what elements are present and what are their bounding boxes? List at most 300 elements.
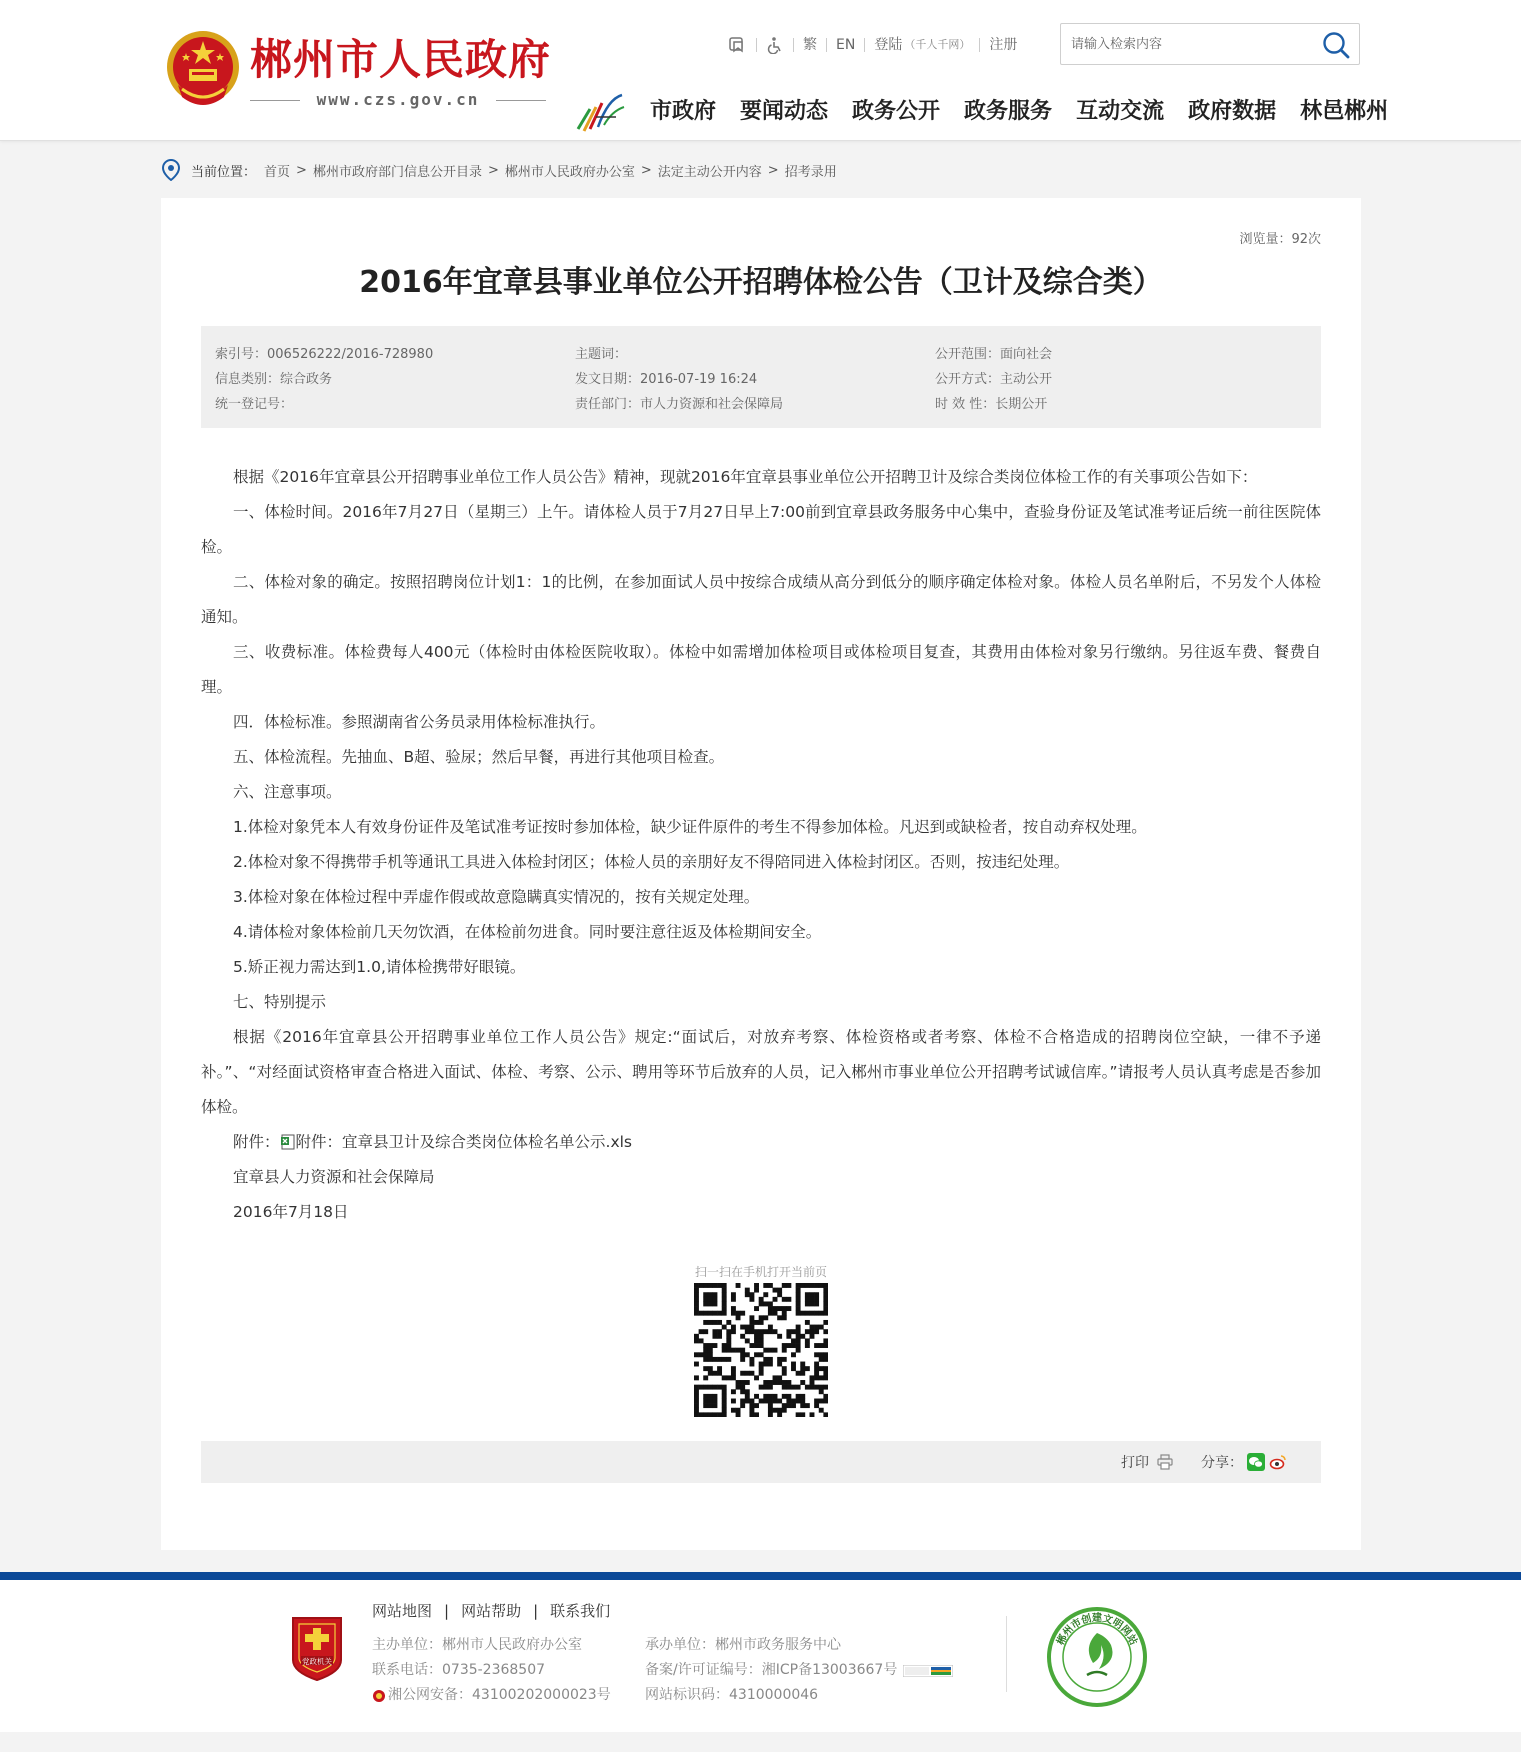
- qr-module: [708, 1343, 713, 1348]
- qr-module: [694, 1394, 699, 1399]
- qr-module: [800, 1412, 805, 1417]
- qr-module: [708, 1403, 713, 1408]
- qr-module: [810, 1412, 815, 1417]
- qr-module: [736, 1311, 741, 1316]
- qr-module: [717, 1329, 722, 1334]
- nav-item-interaction[interactable]: 互动交流: [1076, 99, 1165, 124]
- qr-module: [703, 1283, 708, 1288]
- footer-phone: 联系电话：0735-2368507: [372, 1662, 546, 1678]
- qr-module: [694, 1375, 699, 1380]
- qr-module: [694, 1297, 699, 1302]
- qr-module: [796, 1399, 801, 1404]
- qr-module: [759, 1301, 764, 1306]
- qr-module: [694, 1399, 699, 1404]
- qr-module: [736, 1348, 741, 1353]
- qr-module: [800, 1283, 805, 1288]
- icp-text: 备案/许可证编号：湘ICP备13003667号: [645, 1662, 898, 1678]
- qr-module: [722, 1403, 727, 1408]
- qr-module: [749, 1408, 754, 1413]
- qr-module: [782, 1371, 787, 1376]
- qr-module: [796, 1412, 801, 1417]
- qr-module: [745, 1394, 750, 1399]
- qr-module: [722, 1283, 727, 1288]
- qr-module: [810, 1329, 815, 1334]
- search-icon[interactable]: [1321, 30, 1351, 60]
- qr-module: [786, 1394, 791, 1399]
- meta-keywords: 主题词：: [575, 347, 628, 362]
- qr-module: [708, 1366, 713, 1371]
- qr-module: [773, 1288, 778, 1293]
- qr-module: [749, 1357, 754, 1362]
- footer-organizer: 主办单位：郴州市人民政府办公室: [372, 1637, 582, 1653]
- qr-module: [722, 1297, 727, 1302]
- attachment-row: [201, 1125, 1321, 1160]
- article-card: [161, 198, 1361, 1550]
- traditional-chinese-link[interactable]: 繁: [803, 37, 817, 53]
- footer-link-sitemap[interactable]: 网站地图: [372, 1602, 433, 1620]
- paragraph: 3.体检对象在体检过程中弄虚作假或故意隐瞒真实情况的，按有关规定处理。: [233, 888, 760, 906]
- qr-module: [717, 1311, 722, 1316]
- qr-module: [805, 1343, 810, 1348]
- qr-module: [796, 1334, 801, 1339]
- qr-module: [717, 1366, 722, 1371]
- paragraph: 根据《2016年宜章县公开招聘事业单位工作人员公告》精神，现就2016年宜章县事业单位公开招聘卫计及综合类岗位体检工作的有关事项公告如下：: [233, 468, 1258, 486]
- qr-module: [810, 1385, 815, 1390]
- qr-module: [722, 1301, 727, 1306]
- qr-module: [805, 1297, 810, 1302]
- qr-module: [814, 1297, 819, 1302]
- meta-column: [575, 342, 783, 417]
- weibo-icon[interactable]: [1269, 1453, 1287, 1471]
- qr-module: [712, 1343, 717, 1348]
- qr-module: [823, 1311, 828, 1316]
- qr-module: [786, 1385, 791, 1390]
- qr-module: [768, 1301, 773, 1306]
- qr-module: [736, 1412, 741, 1417]
- qr-module: [823, 1306, 828, 1311]
- national-emblem-icon[interactable]: [164, 27, 242, 111]
- meta-scope: 公开范围：面向社会: [935, 347, 1053, 362]
- qr-module: [722, 1357, 727, 1362]
- qr-module: [814, 1325, 819, 1330]
- meta-issue-date: 发文日期：2016-07-19 16:24: [575, 372, 758, 387]
- qr-module: [745, 1325, 750, 1330]
- qr-module: [800, 1394, 805, 1399]
- qr-module: [708, 1371, 713, 1376]
- qr-module: [773, 1297, 778, 1302]
- qr-module: [694, 1352, 699, 1357]
- qr-module: [749, 1315, 754, 1320]
- meta-method: 公开方式：主动公开: [935, 372, 1053, 387]
- breadcrumb-separator: >: [640, 162, 652, 178]
- qr-module: [708, 1394, 713, 1399]
- qr-module: [777, 1399, 782, 1404]
- qr-module: [749, 1329, 754, 1334]
- qr-module: [722, 1394, 727, 1399]
- qr-module: [791, 1403, 796, 1408]
- qr-module: [703, 1403, 708, 1408]
- qr-module: [699, 1283, 704, 1288]
- qr-module: [786, 1329, 791, 1334]
- qr-module: [731, 1292, 736, 1297]
- qr-module: [786, 1334, 791, 1339]
- qr-module: [791, 1399, 796, 1404]
- qr-module: [763, 1385, 768, 1390]
- qr-module: [786, 1297, 791, 1302]
- qr-module: [763, 1357, 768, 1362]
- qr-caption: 扫一扫在手机打开当前页: [694, 1265, 827, 1279]
- search-box: [1060, 23, 1360, 65]
- qr-module: [768, 1311, 773, 1316]
- qr-module: [796, 1329, 801, 1334]
- meta-column: [215, 342, 433, 417]
- qr-module: [694, 1306, 699, 1311]
- qr-module: [712, 1394, 717, 1399]
- site-title[interactable]: 郴州市人民政府: [250, 35, 552, 84]
- nav-item-linyi-chenzhou[interactable]: 林邑郴州: [1300, 99, 1389, 124]
- qr-module: [800, 1371, 805, 1376]
- qr-module: [800, 1380, 805, 1385]
- qr-module: [740, 1371, 745, 1376]
- qr-module: [777, 1357, 782, 1362]
- paragraph: 二、体检对象的确定。按照招聘岗位计划1：1的比例，在参加面试人员中按综合成绩从高分到低分的顺序确定体检对象。体检人员名单附后，不另发个人体检通知。: [201, 573, 1321, 626]
- breadcrumb-item[interactable]: 郴州市政府部门信息公开目录: [312, 164, 482, 180]
- qr-module: [754, 1288, 759, 1293]
- nav-item-city-government[interactable]: 市政府: [650, 99, 717, 124]
- qr-module: [740, 1385, 745, 1390]
- qr-module: [823, 1412, 828, 1417]
- qr-module: [694, 1283, 699, 1288]
- qr-module: [814, 1385, 819, 1390]
- qr-module: [796, 1385, 801, 1390]
- qr-module: [819, 1385, 824, 1390]
- site-footer: [0, 1580, 1521, 1732]
- document-meta-panel: [201, 326, 1321, 428]
- qr-module: [763, 1380, 768, 1385]
- qr-module: [740, 1334, 745, 1339]
- qr-module: [768, 1329, 773, 1334]
- paragraph: 三、收费标准。体检费每人400元（体检时由体检医院收取）。体检中如需增加体检项目或体检项目复查，其费用由体检对象另行缴纳。另往返车费、餐费自理。: [201, 643, 1321, 696]
- qr-module: [800, 1366, 805, 1371]
- qr-module: [773, 1306, 778, 1311]
- qr-module: [694, 1362, 699, 1367]
- search-input[interactable]: [1071, 24, 1311, 64]
- breadcrumb-item[interactable]: 招考录用: [784, 164, 837, 180]
- qr-module: [819, 1389, 824, 1394]
- qr-module: [726, 1343, 731, 1348]
- qr-module: [796, 1348, 801, 1353]
- qr-module: [782, 1385, 787, 1390]
- qr-module: [731, 1306, 736, 1311]
- qr-module: [754, 1306, 759, 1311]
- qr-module: [699, 1385, 704, 1390]
- accessibility-icon: [766, 36, 784, 54]
- qr-module: [823, 1338, 828, 1343]
- breadcrumb-item[interactable]: 法定主动公开内容: [657, 164, 762, 180]
- qr-module: [763, 1315, 768, 1320]
- footer-link-help[interactable]: 网站帮助: [461, 1602, 522, 1620]
- xls-file-icon: [280, 1134, 296, 1150]
- qr-module: [814, 1329, 819, 1334]
- nav-item-gov-disclosure[interactable]: 政务公开: [852, 99, 941, 124]
- qr-module: [712, 1412, 717, 1417]
- qr-module: [763, 1329, 768, 1334]
- qr-module: [759, 1385, 764, 1390]
- register-link[interactable]: 注册: [989, 37, 1018, 53]
- qr-module: [754, 1352, 759, 1357]
- breadcrumb-item[interactable]: 郴州市人民政府办公室: [504, 164, 635, 180]
- qr-module: [699, 1352, 704, 1357]
- meta-column: [935, 342, 1052, 417]
- print-button[interactable]: [1121, 1441, 1173, 1483]
- footer-accent-line: [0, 1572, 1521, 1580]
- qr-module: [703, 1292, 708, 1297]
- qr-module: [745, 1329, 750, 1334]
- qr-module: [731, 1408, 736, 1413]
- qr-module: [703, 1394, 708, 1399]
- qr-module: [805, 1366, 810, 1371]
- qr-module: [823, 1283, 828, 1288]
- qr-module: [759, 1320, 764, 1325]
- main-nav: [650, 94, 1388, 130]
- qr-module: [796, 1311, 801, 1316]
- qr-module: [722, 1412, 727, 1417]
- qr-module: [823, 1394, 828, 1399]
- qr-module: [819, 1375, 824, 1380]
- qr-module: [791, 1343, 796, 1348]
- qr-module: [759, 1329, 764, 1334]
- article-body: [201, 460, 1321, 1230]
- qr-module: [773, 1348, 778, 1353]
- qr-module: [731, 1325, 736, 1330]
- qr-module: [814, 1352, 819, 1357]
- qr-module: [819, 1283, 824, 1288]
- qr-module: [800, 1403, 805, 1408]
- qr-module: [777, 1412, 782, 1417]
- divider: [496, 100, 546, 101]
- qr-code-icon: [694, 1283, 828, 1417]
- qr-module: [749, 1362, 754, 1367]
- qr-module: [708, 1283, 713, 1288]
- qr-module: [749, 1412, 754, 1417]
- qr-module: [731, 1311, 736, 1316]
- qr-module: [712, 1283, 717, 1288]
- qr-module: [782, 1297, 787, 1302]
- linyi-chenzhou-logo-icon: [574, 89, 628, 135]
- print-icon: [1157, 1454, 1173, 1470]
- qr-module: [823, 1385, 828, 1390]
- qr-module: [736, 1283, 741, 1288]
- accessibility-button[interactable]: [757, 37, 793, 53]
- qr-module: [782, 1306, 787, 1311]
- qr-module: [731, 1297, 736, 1302]
- qr-module: [731, 1371, 736, 1376]
- qr-module: [819, 1352, 824, 1357]
- qr-module: [773, 1329, 778, 1334]
- attachment-link[interactable]: 附件：宜章县卫计及综合类岗位体检名单公示.xls: [295, 1133, 632, 1151]
- qr-module: [796, 1394, 801, 1399]
- qr-module: [726, 1320, 731, 1325]
- qr-module: [796, 1297, 801, 1302]
- qr-module: [731, 1366, 736, 1371]
- qr-module: [805, 1385, 810, 1390]
- qr-module: [726, 1357, 731, 1362]
- qr-module: [722, 1385, 727, 1390]
- qr-module: [777, 1375, 782, 1380]
- footer-info-right: [645, 1633, 953, 1708]
- qr-module: [777, 1408, 782, 1413]
- qr-module: [805, 1292, 810, 1297]
- qr-module: [763, 1292, 768, 1297]
- paragraph: 5.矫正视力需达到1.0,请体检携带好眼镜。: [233, 958, 526, 976]
- qr-module: [699, 1311, 704, 1316]
- qr-module: [740, 1348, 745, 1353]
- qr-module: [814, 1399, 819, 1404]
- qr-module: [749, 1403, 754, 1408]
- qr-module: [768, 1348, 773, 1353]
- qr-module: [740, 1325, 745, 1330]
- qr-module: [745, 1380, 750, 1385]
- qr-module: [810, 1380, 815, 1385]
- qr-module: [768, 1283, 773, 1288]
- qr-module: [726, 1329, 731, 1334]
- qr-module: [796, 1371, 801, 1376]
- qr-module: [782, 1394, 787, 1399]
- cnzz-badge-icon[interactable]: [903, 1665, 953, 1677]
- signature-org: 宜章县人力资源和社会保障局: [233, 1168, 435, 1186]
- qr-module: [722, 1343, 727, 1348]
- qr-module: [712, 1385, 717, 1390]
- qr-module: [754, 1329, 759, 1334]
- party-gov-badge-icon[interactable]: [289, 1616, 345, 1682]
- qr-module: [782, 1403, 787, 1408]
- share-bar: [201, 1441, 1321, 1483]
- qr-module: [745, 1292, 750, 1297]
- qr-module: [777, 1292, 782, 1297]
- qr-module: [805, 1403, 810, 1408]
- qr-module: [763, 1348, 768, 1353]
- login-link[interactable]: [865, 37, 979, 53]
- qr-module: [823, 1301, 828, 1306]
- breadcrumb-label: 当前位置：: [191, 164, 257, 180]
- qr-module: [810, 1334, 815, 1339]
- paragraph: 根据《2016年宜章县公开招聘事业单位工作人员公告》规定:“面试后，对放弃考察、体检资格或者考察、体检不合格造成的招聘岗位空缺，一律不予递补。”、“对经面试资格审查合格进入面试、体检、考察、公示、聘用等环节后放弃的人员，记入郴州市事业单位公开招聘考试诚信库。”请报考人员认真考虑是否参加体检。: [201, 1028, 1321, 1116]
- nav-item-gov-data[interactable]: 政府数据: [1188, 99, 1277, 124]
- qr-module: [708, 1311, 713, 1316]
- qr-module: [694, 1385, 699, 1390]
- qr-module: [717, 1320, 722, 1325]
- footer-site-code: 网站标识码：4310000046: [645, 1687, 819, 1703]
- qr-module: [768, 1357, 773, 1362]
- qr-module: [796, 1301, 801, 1306]
- qr-module: [823, 1399, 828, 1404]
- qr-module: [703, 1311, 708, 1316]
- view-count: 浏览量：92次: [1239, 232, 1321, 247]
- paragraph: 一、体检时间。2016年7月27日（星期三）上午。请体检人员于7月27日早上7:00前到宜章县政务服务中心集中，查验身份证及笔试准考证后统一前往医院体检。: [201, 503, 1321, 556]
- qr-module: [708, 1297, 713, 1302]
- civilized-website-seal-icon[interactable]: [1045, 1605, 1149, 1709]
- qr-module: [703, 1301, 708, 1306]
- qr-module: [823, 1352, 828, 1357]
- qr-module: [805, 1320, 810, 1325]
- qr-module: [763, 1362, 768, 1367]
- qr-module: [712, 1371, 717, 1376]
- footer-link-separator: |: [444, 1602, 450, 1620]
- qr-module: [823, 1375, 828, 1380]
- wechat-icon[interactable]: [1247, 1453, 1265, 1471]
- site-url: www.czs.gov.cn: [316, 90, 480, 109]
- bookmark-button[interactable]: [720, 37, 756, 53]
- qr-module: [759, 1334, 764, 1339]
- qr-module: [722, 1288, 727, 1293]
- footer-link-contact[interactable]: 联系我们: [550, 1602, 611, 1620]
- qr-module: [810, 1311, 815, 1316]
- qr-module: [740, 1403, 745, 1408]
- meta-department: 责任部门：市人力资源和社会保障局: [575, 397, 784, 412]
- qr-module: [736, 1315, 741, 1320]
- seal-text: 郴州市创建文明网站: [1055, 1613, 1139, 1647]
- qr-module: [759, 1371, 764, 1376]
- qr-module: [749, 1343, 754, 1348]
- qr-module: [768, 1394, 773, 1399]
- qr-module: [800, 1362, 805, 1367]
- qr-module: [810, 1283, 815, 1288]
- footer-police-record[interactable]: [372, 1683, 611, 1708]
- qr-module: [786, 1283, 791, 1288]
- qr-module: [694, 1408, 699, 1413]
- breadcrumb-item[interactable]: 首页: [264, 164, 291, 180]
- article-title: 2016年宜章县事业单位公开招聘体检公告（卫计及综合类）: [359, 265, 1163, 300]
- qr-module: [703, 1320, 708, 1325]
- qr-module: [694, 1288, 699, 1293]
- site-header: [0, 0, 1521, 141]
- qr-module: [754, 1320, 759, 1325]
- qr-module: [712, 1320, 717, 1325]
- qr-module: [703, 1343, 708, 1348]
- footer-icp[interactable]: [645, 1658, 953, 1683]
- login-label: 登陆: [874, 37, 903, 53]
- qr-module: [722, 1325, 727, 1330]
- qr-module: [814, 1301, 819, 1306]
- party-badge-text: 党政机关: [302, 1657, 332, 1666]
- qr-module: [796, 1325, 801, 1330]
- qr-module: [754, 1375, 759, 1380]
- qr-module: [754, 1343, 759, 1348]
- footer-undertaker: 承办单位：郴州市政务服务中心: [645, 1637, 841, 1653]
- qr-module: [810, 1325, 815, 1330]
- qr-module: [773, 1375, 778, 1380]
- qr-module: [731, 1375, 736, 1380]
- qr-module: [773, 1399, 778, 1404]
- qr-module: [819, 1366, 824, 1371]
- qr-module: [708, 1352, 713, 1357]
- qr-module: [740, 1380, 745, 1385]
- police-emblem-icon: [372, 1689, 386, 1703]
- english-link[interactable]: EN: [836, 37, 856, 53]
- qr-module: [773, 1380, 778, 1385]
- qr-module: [819, 1357, 824, 1362]
- nav-item-news[interactable]: 要闻动态: [740, 99, 829, 124]
- qr-module: [708, 1301, 713, 1306]
- qr-module: [703, 1297, 708, 1302]
- qr-module: [694, 1338, 699, 1343]
- qr-module: [717, 1334, 722, 1339]
- qr-module: [712, 1329, 717, 1334]
- nav-item-gov-services[interactable]: 政务服务: [964, 99, 1053, 124]
- qr-module: [814, 1283, 819, 1288]
- qr-module: [722, 1311, 727, 1316]
- paragraph: 4.请体检对象体检前几天勿饮酒，在体检前勿进食。同时要注意往返及体检期间安全。: [233, 923, 822, 941]
